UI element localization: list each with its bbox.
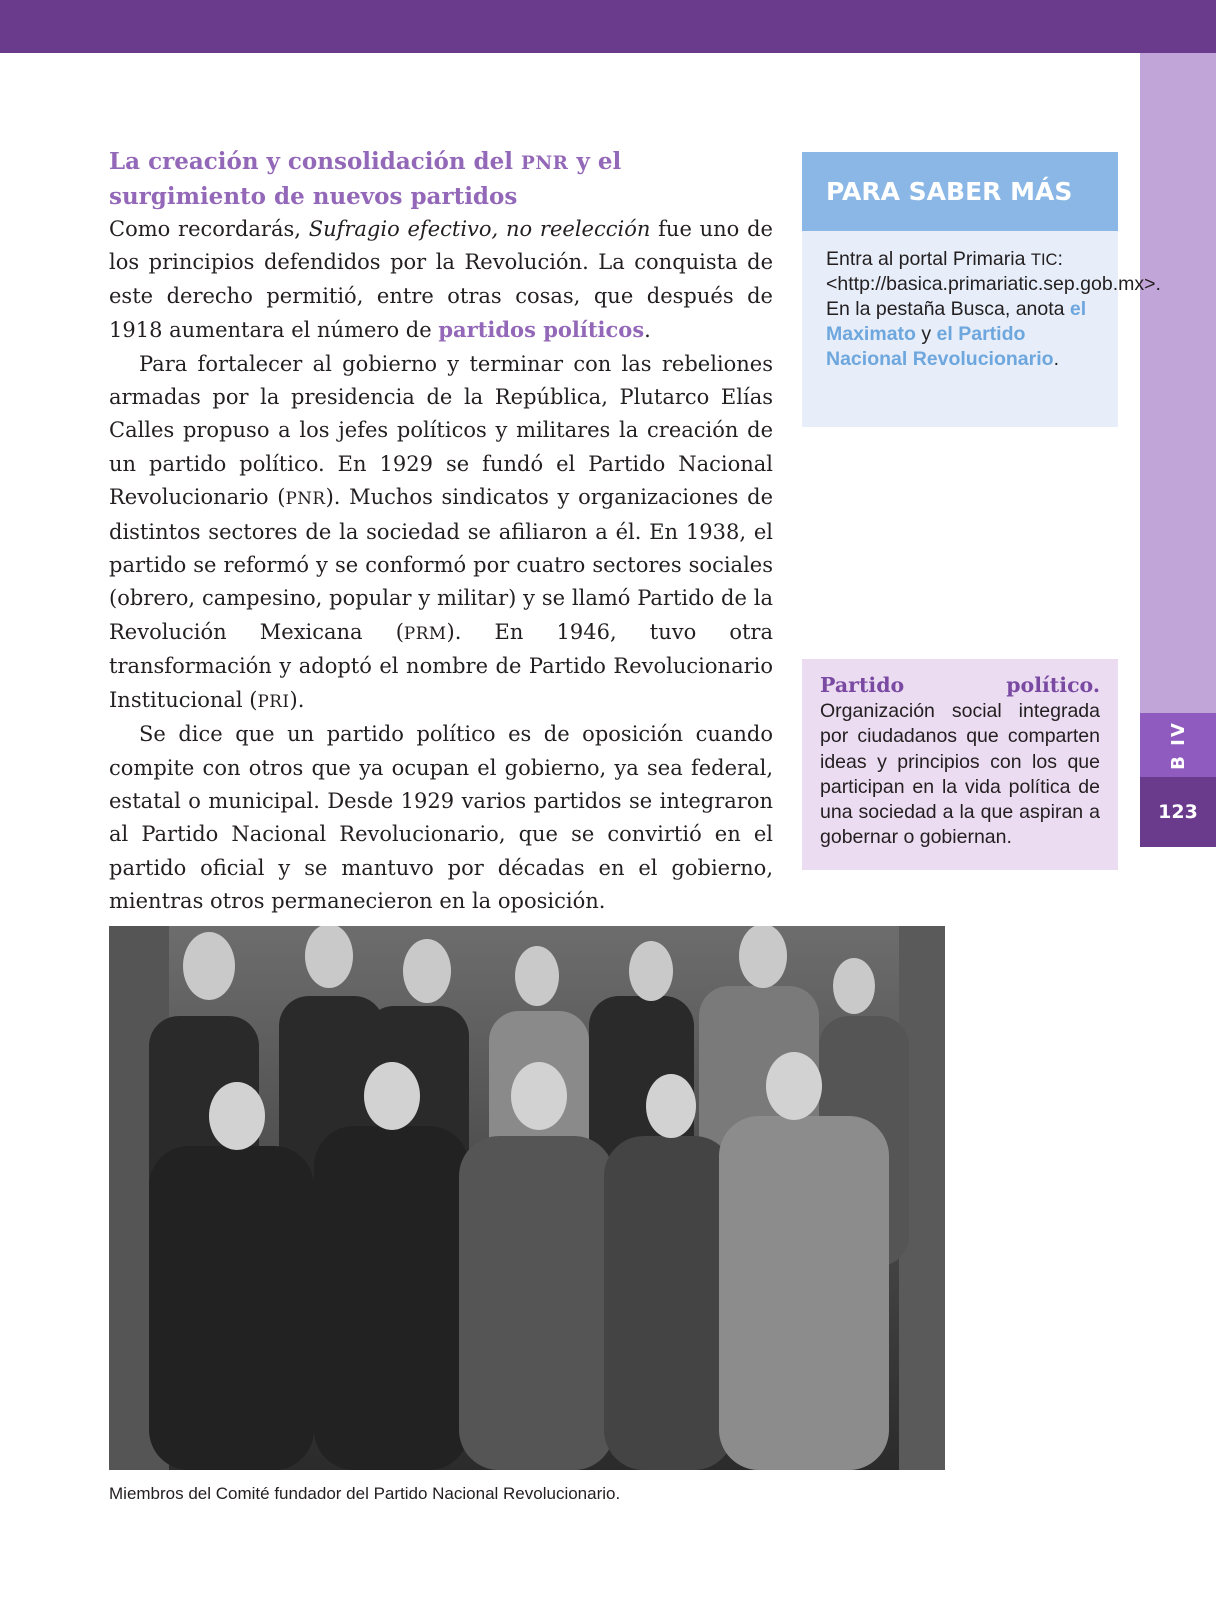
glossary-text: [802, 659, 1118, 850]
highlight-maximato: el Maximato: [826, 298, 1087, 345]
heading-part2: y el surgimiento de nuevos partidos: [109, 148, 622, 210]
glossary-definition: Organización social integrada por ciudadanos que comparten ideas y principios con los que participan en la vida política de una sociedad a la que aspiran a gobernar o gobiernan.: [820, 700, 1100, 849]
saber-text-b: : <http://basica.primariatic.sep.gob.mx>. En la pestaña Busca, anota: [826, 248, 1161, 320]
saber-text-c: y: [915, 323, 937, 345]
section-heading: [109, 145, 773, 213]
glossary-term: Partido político.: [820, 673, 1100, 697]
saber-text-end: .: [1053, 348, 1059, 370]
p2-text-a: Para fortalecer al gobierno y terminar con las rebeliones armadas por la presidencia de la República, Plutarco Elías Calles propuso a los jefes políticos y militares la creación de un partido político. En 1929 se fundó el Partido Nacional Revolucionario (: [109, 351, 773, 510]
paragraph-3: Se dice que un partido político es de oposición cuando compite con otros que ya ocupan el gobierno, ya sea federal, estatal o municipal. Desde 1929 varios partidos se integraron al Partido Nacional Revolucionario, que se convirtió en el partido oficial y se mantuvo por décadas en el gobierno, mientras otros permanecieron en la oposición.: [109, 722, 773, 914]
abbr-pnr: PNR: [285, 488, 326, 509]
block-tab: [1140, 713, 1216, 777]
paragraph-1: [109, 213, 773, 348]
para-saber-mas-box: [802, 152, 1161, 427]
saber-mas-title: PARA SABER MÁS: [802, 152, 1118, 231]
p1-italic: Sufragio efectivo, no reelección: [308, 217, 651, 241]
p1-text-a: Como recordarás,: [109, 217, 309, 241]
saber-mas-text: [802, 231, 1161, 372]
abbr-prm: PRM: [403, 622, 447, 643]
abbr-tic: TIC: [1030, 250, 1058, 269]
p2-text-b: ). Muchos sindicatos y organizaciones de distintos sectores de la sociedad se afiliaron a él. En 1938, el partido se reformó y se conformó por cuatro sectores sociales (obrero, campesino, popular y militar) y se llamó Partido de la Revolución Mexicana (: [109, 485, 773, 644]
p1-end: .: [644, 318, 651, 343]
historical-photo: [109, 926, 945, 1470]
photo-illustration: [109, 926, 945, 1470]
top-color-bar: [0, 0, 1216, 53]
saber-text-a: Entra al portal Primaria: [826, 248, 1031, 270]
p2-text-c: ). En 1946, tuvo otra transformación y adoptó el nombre de Partido Revolucionario Institucional (: [109, 619, 773, 712]
page-number: 123: [1140, 777, 1216, 847]
block-label: B IV: [1167, 720, 1189, 770]
photo-caption: Miembros del Comité fundador del Partido Nacional Revolucionario.: [109, 1484, 621, 1503]
abbr-pri: PRI: [257, 690, 290, 711]
p1-text-b: fue uno de los principios defendidos por la Revolución. La conquista de este derecho permitió, entre otras cosas, que después de 1918 aumentara el número de: [109, 217, 773, 343]
main-column: [109, 145, 773, 919]
highlight-pnr: el Partido Nacional Revolucionario: [826, 323, 1054, 370]
heading-part1: La creación y consolidación del: [109, 148, 522, 175]
paragraph-2: [109, 348, 773, 718]
glossary-box: [802, 659, 1118, 870]
p2-text-d: ).: [289, 687, 305, 712]
heading-abbr: PNR: [521, 153, 569, 174]
side-color-strip: [1140, 53, 1216, 713]
term-partidos-politicos: partidos políticos: [438, 317, 645, 343]
